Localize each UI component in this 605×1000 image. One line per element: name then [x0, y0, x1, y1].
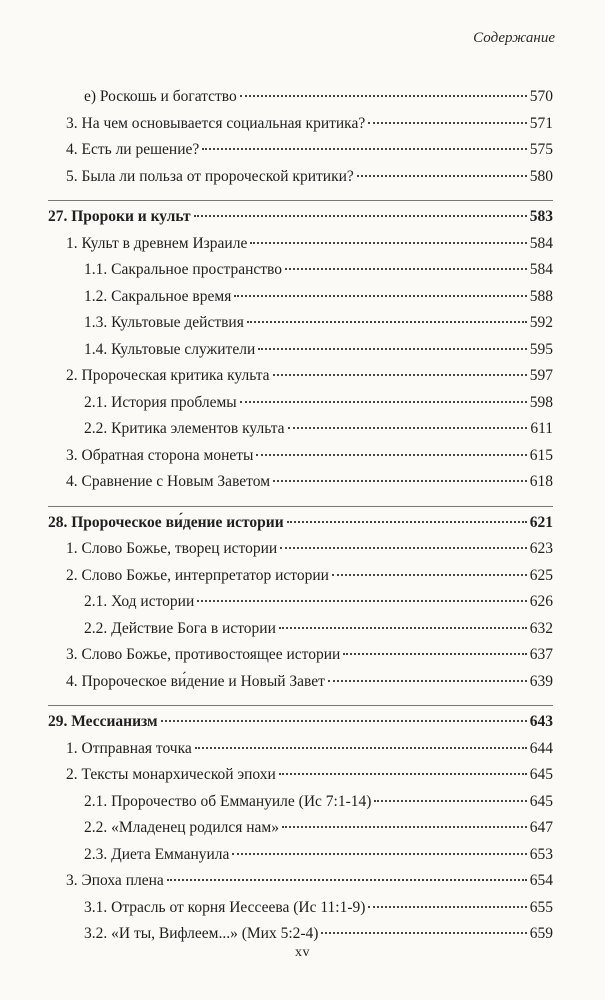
toc-chapter[interactable] [48, 514, 553, 541]
toc-entry-page: 659 [529, 925, 553, 942]
toc-entry-page: 625 [529, 566, 553, 584]
toc-entry-title: 2. Пророческая критика культа [66, 367, 270, 384]
toc-entry-title: 3. Обратная сторона монеты [66, 446, 254, 464]
toc-entry-page: 647 [529, 819, 553, 836]
toc-entry-title: 3. На чем основывается социальная критика? [66, 114, 366, 132]
toc-entry[interactable] [48, 88, 553, 115]
toc-entry-title: 4. Сравнение с Новым Заветом [66, 473, 271, 490]
dot-leader [250, 242, 526, 244]
dot-leader [279, 627, 527, 629]
toc-entry-title: 1.1. Сакральное пространство [84, 261, 282, 278]
toc-entry-page: 626 [529, 593, 553, 610]
toc-entry[interactable] [48, 793, 553, 820]
toc-chapter[interactable] [48, 713, 553, 740]
dot-leader [234, 295, 526, 297]
toc-entry-page: 644 [529, 739, 553, 757]
toc-entry-page: 583 [529, 208, 553, 225]
toc-entry[interactable] [48, 473, 553, 500]
toc-entry-title: 2. Тексты монархической эпохи [66, 766, 276, 783]
toc-entry-page: 598 [529, 393, 553, 411]
toc-entry-title: 3.1. Отрасль от корня Иессеева (Ис 11:1-9) [84, 898, 366, 916]
toc-entry[interactable] [48, 115, 553, 142]
toc-entry-title: 1.2. Сакральное время [84, 287, 232, 305]
toc-entry-title: 1. Культ в древнем Израиле [66, 234, 248, 252]
toc-entry[interactable] [48, 367, 553, 394]
dot-leader [161, 720, 527, 722]
dot-leader [332, 574, 527, 576]
toc-entry-title: 1.4. Культовые служители [84, 340, 256, 358]
dot-leader [288, 427, 528, 429]
toc-entry-page: 615 [529, 446, 553, 464]
dot-leader [273, 374, 527, 376]
toc-entry-page: 623 [529, 540, 553, 557]
toc-entry-page: 592 [529, 314, 553, 331]
toc-entry[interactable] [48, 620, 553, 647]
toc-entry-title: 3. Эпоха плена [66, 872, 164, 889]
toc-entry[interactable] [48, 819, 553, 846]
toc-entry-page: 653 [529, 845, 553, 863]
toc-entry-title: 29. Мессианизм [48, 713, 158, 730]
table-of-contents [48, 88, 553, 952]
toc-entry-title: 2.2. «Младенец родился нам» [84, 819, 279, 836]
section-divider [48, 705, 553, 706]
dot-leader [285, 268, 527, 270]
dot-leader [240, 95, 527, 97]
toc-entry-title: 1. Слово Божье, творец истории [66, 540, 278, 557]
toc-entry-title: 2.2. Критика элементов культа [84, 420, 285, 437]
dot-leader [282, 826, 527, 828]
toc-entry-page: 611 [530, 420, 553, 437]
toc-entry-page: 584 [529, 234, 553, 252]
section-divider [48, 200, 553, 201]
toc-entry[interactable] [48, 168, 553, 195]
toc-entry-page: 588 [529, 287, 553, 305]
toc-entry-page: 632 [529, 619, 553, 637]
toc-entry-page: 637 [529, 646, 553, 663]
dot-leader [273, 480, 527, 482]
dot-leader [247, 321, 527, 323]
toc-entry-page: 575 [529, 141, 553, 158]
dot-leader [202, 148, 526, 150]
running-header: Содержание [473, 30, 555, 46]
toc-entry[interactable] [48, 766, 553, 793]
toc-entry-page: 584 [529, 261, 553, 278]
dot-leader [258, 348, 527, 350]
dot-leader [256, 454, 526, 456]
toc-entry-title: 1.3. Культовые действия [84, 314, 244, 331]
toc-entry-title: 5. Была ли польза от пророческой критики? [66, 167, 354, 185]
dot-leader [321, 932, 526, 934]
toc-entry-title: 2.1. История проблемы [84, 393, 237, 411]
dot-leader [328, 680, 527, 682]
dot-leader [374, 800, 526, 802]
dot-leader [279, 773, 527, 775]
dot-leader [357, 175, 527, 177]
toc-entry-page: 645 [529, 792, 553, 810]
toc-entry-page: 643 [529, 713, 553, 730]
dot-leader [195, 747, 527, 749]
toc-entry-title: 4. Пророческое ви́дение и Новый Завет [66, 672, 325, 690]
toc-entry-page: 571 [529, 114, 553, 132]
dot-leader [287, 521, 527, 523]
toc-entry-page: 580 [529, 167, 553, 185]
toc-entry-title: 4. Есть ли решение? [66, 141, 200, 158]
dot-leader [368, 122, 527, 124]
toc-entry[interactable] [48, 673, 553, 700]
toc-entry-page: 654 [529, 872, 553, 889]
toc-entry[interactable] [48, 341, 553, 368]
toc-entry[interactable] [48, 447, 553, 474]
toc-entry-title: 2.1. Пророчество об Еммануиле (Ис 7:1-14) [84, 792, 372, 810]
toc-entry[interactable] [48, 646, 553, 673]
toc-entry[interactable] [48, 846, 553, 873]
toc-entry-title: 28. Пророческое ви́дение истории [48, 513, 284, 531]
toc-entry-page: 621 [529, 513, 553, 531]
dot-leader [343, 653, 526, 655]
dot-leader [232, 853, 526, 855]
toc-entry[interactable] [48, 261, 553, 288]
toc-entry[interactable] [48, 314, 553, 341]
toc-entry-title: 2. Слово Божье, интерпретатор истории [66, 566, 329, 584]
toc-entry-page: 639 [529, 672, 553, 690]
dot-leader [167, 879, 527, 881]
toc-entry[interactable] [48, 899, 553, 926]
toc-entry-page: 618 [529, 473, 553, 490]
toc-entry-title: 27. Пророки и культ [48, 208, 191, 225]
toc-entry[interactable] [48, 540, 553, 567]
toc-entry-page: 597 [529, 367, 553, 384]
dot-leader [197, 600, 527, 602]
toc-entry[interactable] [48, 288, 553, 315]
dot-leader [280, 547, 527, 549]
toc-entry[interactable] [48, 235, 553, 262]
toc-entry[interactable] [48, 567, 553, 594]
toc-entry-title: е) Роскошь и богатство [84, 88, 237, 105]
toc-chapter[interactable] [48, 208, 553, 235]
section-divider [48, 506, 553, 507]
toc-entry-title: 2.2. Действие Бога в истории [84, 619, 276, 637]
toc-entry[interactable] [48, 420, 553, 447]
toc-entry-page: 655 [529, 898, 553, 916]
dot-leader [194, 215, 527, 217]
toc-entry-title: 3.2. «И ты, Вифлеем...» (Мих 5:2-4) [84, 925, 319, 942]
toc-entry-page: 570 [529, 88, 553, 105]
toc-entry[interactable] [48, 740, 553, 767]
toc-entry-title: 2.1. Ход истории [84, 593, 195, 610]
toc-entry-page: 595 [529, 340, 553, 358]
toc-entry[interactable] [48, 394, 553, 421]
page-number: xv [295, 945, 310, 960]
toc-entry-title: 3. Слово Божье, противостоящее истории [66, 646, 341, 663]
toc-entry-title: 2.3. Диета Еммануила [84, 845, 230, 863]
toc-entry[interactable] [48, 141, 553, 168]
dot-leader [240, 401, 527, 403]
toc-entry-page: 645 [529, 766, 553, 783]
toc-entry-title: 1. Отправная точка [66, 739, 192, 757]
dot-leader [368, 906, 526, 908]
toc-entry[interactable] [48, 593, 553, 620]
toc-entry[interactable] [48, 872, 553, 899]
